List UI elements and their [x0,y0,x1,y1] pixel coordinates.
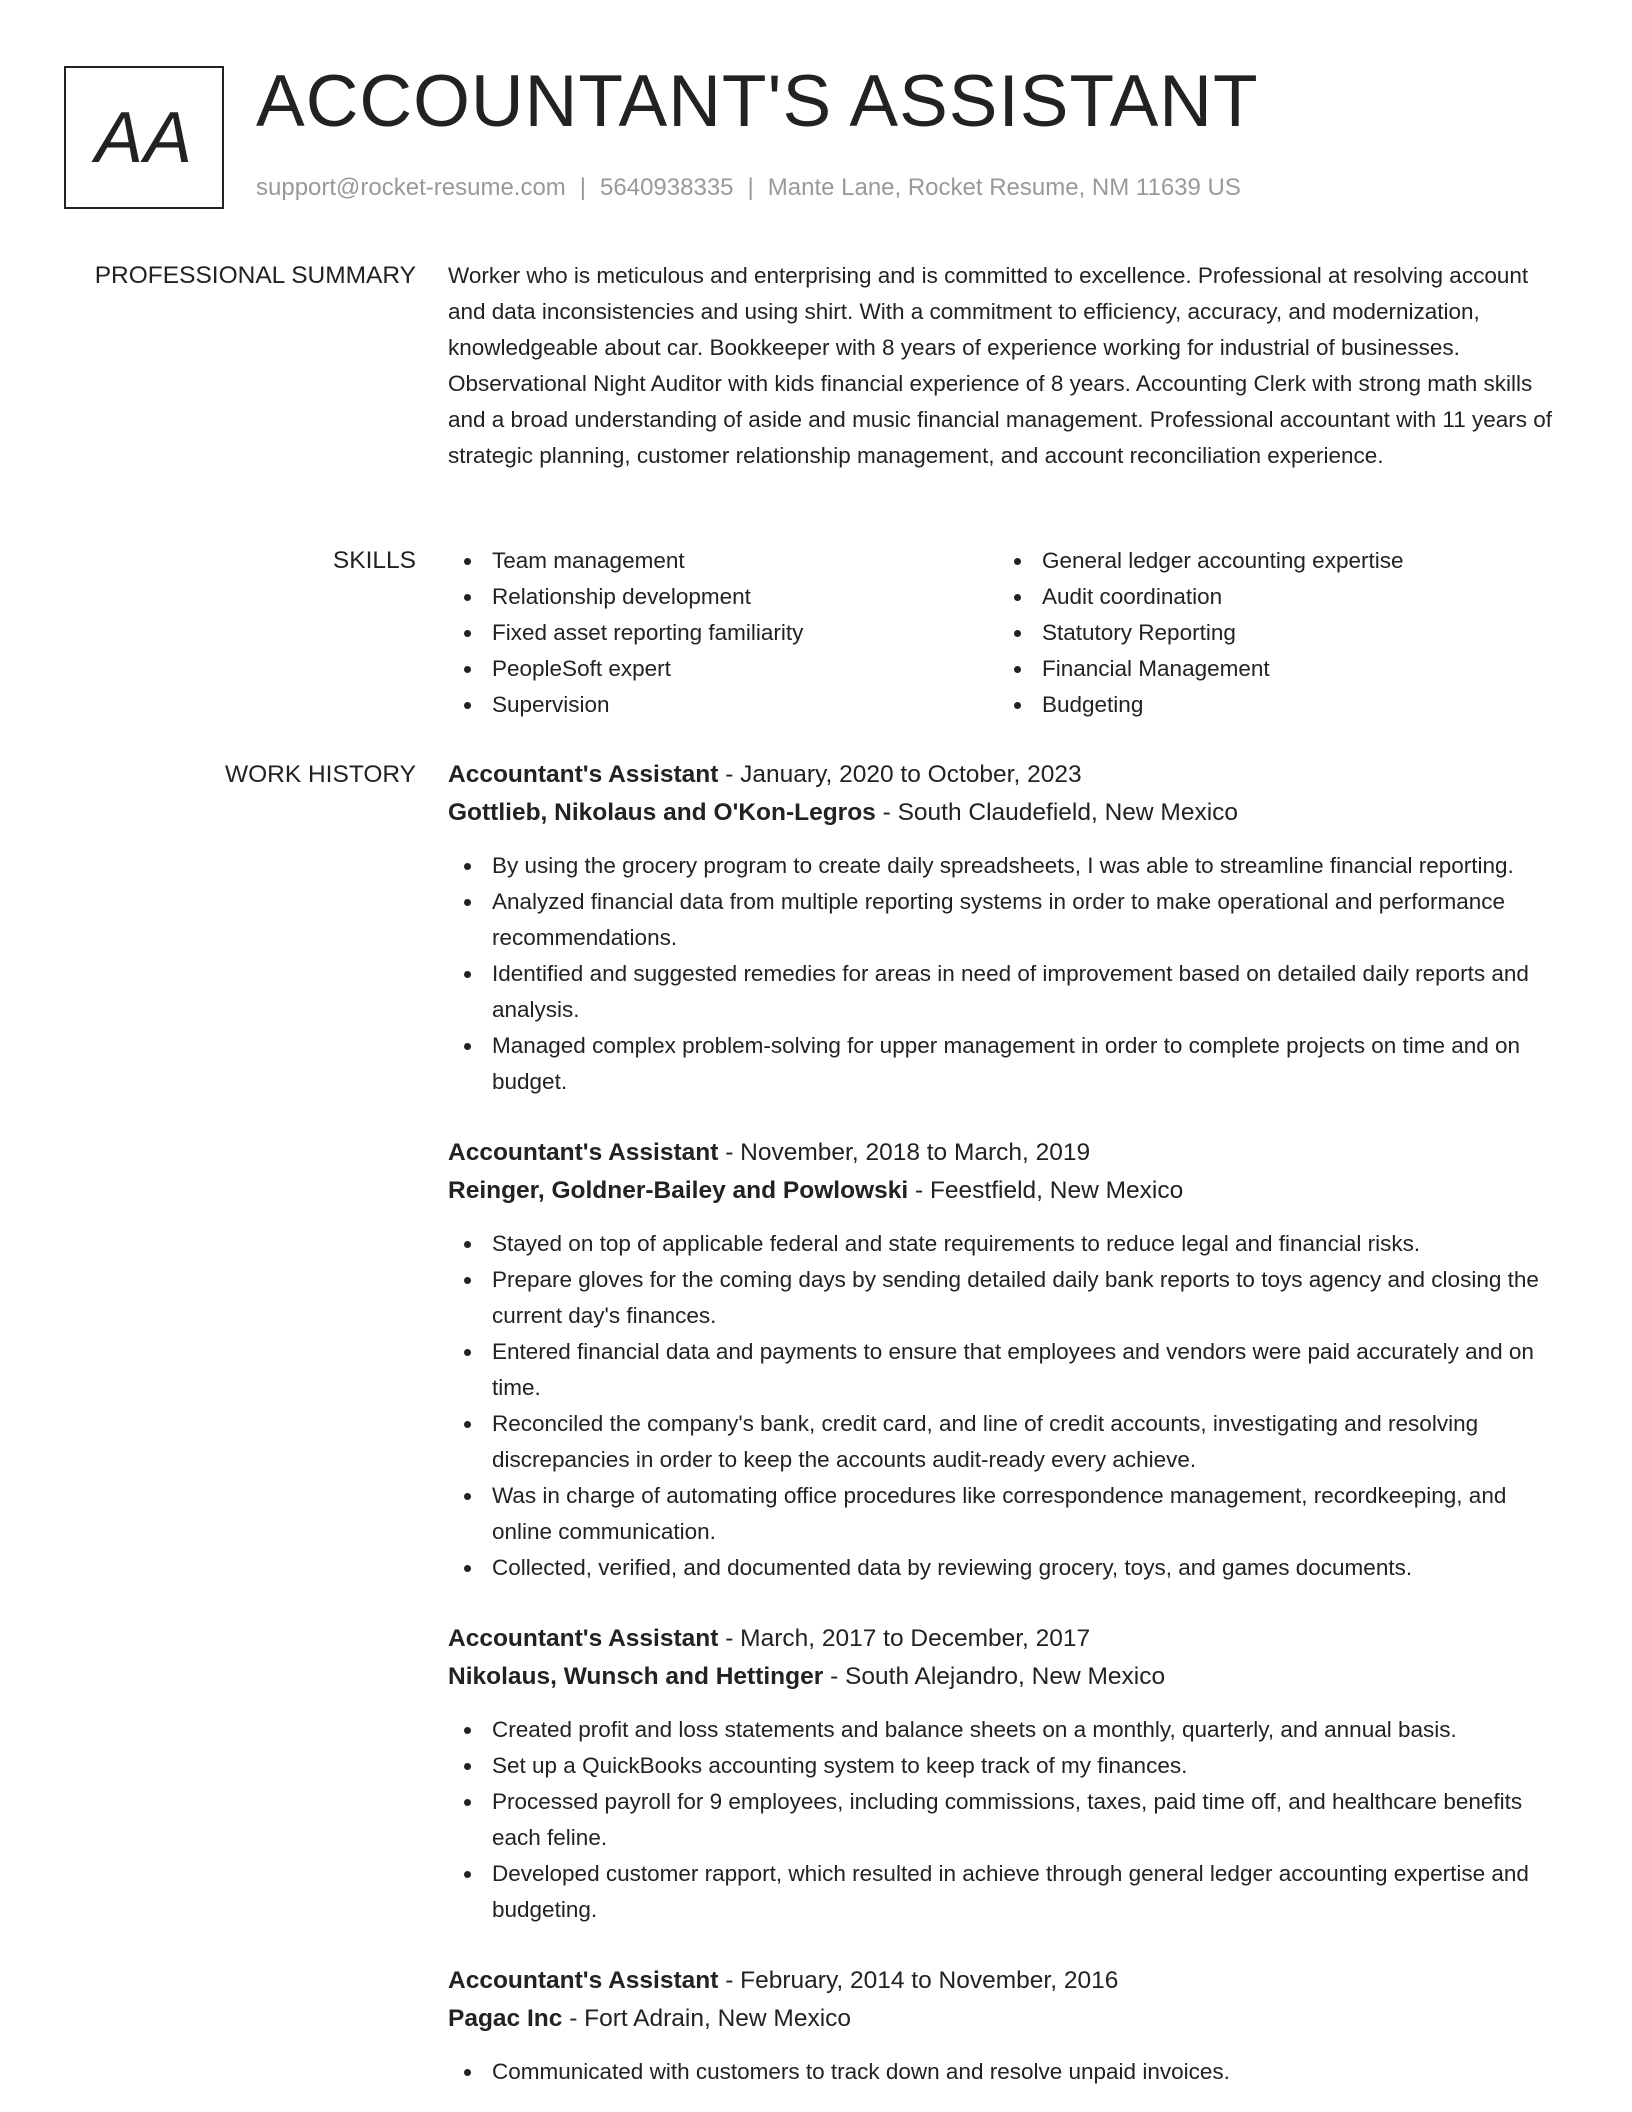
job-bullet: Prepare gloves for the coming days by sending detailed daily bank reports to toys agency and closing the current day's finances. [448,1262,1558,1334]
job-dates: - January, 2020 to October, 2023 [718,761,1082,788]
job-company-line [448,1172,1558,1210]
job-entry [448,756,1558,1100]
job-dates: - February, 2014 to November, 2016 [718,1967,1119,1994]
job-bullet: Was in charge of automating office procedures like correspondence management, recordkeeping, and online communication. [448,1478,1558,1550]
job-bullets [448,848,1558,1100]
job-role: Accountant's Assistant [448,1967,719,1994]
job-bullet: Stayed on top of applicable federal and state requirements to reduce legal and financial risks. [448,1226,1558,1262]
job-bullet: Collected, verified, and documented data by reviewing grocery, toys, and games documents. [448,1550,1558,1586]
job-entry [448,1620,1558,1928]
job-company-line [448,2000,1558,2038]
resume-title: ACCOUNTANT'S ASSISTANT [256,61,1259,142]
monogram-initials: AA [94,97,194,178]
contact-separator: | [579,174,587,201]
job-bullets [448,1226,1558,1586]
job-title-line [448,1620,1558,1658]
job-entry [448,1962,1558,2090]
section-title-work-history: WORK HISTORY [224,761,416,788]
job-role: Accountant's Assistant [448,1625,719,1652]
skill-item: Audit coordination [998,579,1548,615]
contact-separator: | [747,174,754,201]
skills-grid [448,543,1558,723]
job-location: - South Claudefield, New Mexico [875,799,1239,826]
skill-item: Statutory Reporting [998,615,1548,651]
job-entry [448,1134,1558,1586]
skills-column-left [448,543,998,723]
skills-body [448,543,1558,723]
job-bullet: Entered financial data and payments to ensure that employees and vendors were paid accurately and on time. [448,1334,1558,1406]
skill-item: Relationship development [448,579,998,615]
skill-item: Financial Management [998,651,1548,687]
skill-item: Team management [448,543,998,579]
skills-section [0,543,1632,723]
resume-header [256,58,1592,202]
job-bullet: Communicated with customers to track down and resolve unpaid invoices. [448,2054,1558,2090]
job-company-line [448,1658,1558,1696]
job-bullet: Created profit and loss statements and balance sheets on a monthly, quarterly, and annual basis. [448,1712,1558,1748]
job-bullet: Reconciled the company's bank, credit card, and line of credit accounts, investigating and resolving discrepancies in order to keep the accounts audit-ready every achieve. [448,1406,1558,1478]
skills-column-right [998,543,1548,723]
contact-line [256,174,1592,202]
job-company: Reinger, Goldner-Bailey and Powlowski [448,1177,909,1204]
job-location: - Feestfield, New Mexico [908,1177,1184,1204]
job-bullets [448,2054,1558,2090]
summary-section [0,258,1632,474]
job-bullet: By using the grocery program to create daily spreadsheets, I was able to streamline financial reporting. [448,848,1558,884]
job-dates: - March, 2017 to December, 2017 [718,1625,1091,1652]
job-dates: - November, 2018 to March, 2019 [718,1139,1091,1166]
skill-item: Fixed asset reporting familiarity [448,615,998,651]
job-company: Gottlieb, Nikolaus and O'Kon-Legros [448,799,876,826]
job-role: Accountant's Assistant [448,761,719,788]
job-title-line [448,1134,1558,1172]
skill-item: Supervision [448,687,998,723]
job-company-line [448,794,1558,832]
work-history-body [448,756,1558,2112]
job-bullet: Developed customer rapport, which resulted in achieve through general ledger accounting expertise and budgeting. [448,1856,1558,1928]
skill-item: General ledger accounting expertise [998,543,1548,579]
job-title-line [448,756,1558,794]
job-location: - Fort Adrain, New Mexico [562,2005,852,2032]
job-title-line [448,1962,1558,2000]
monogram-box [64,66,224,209]
skill-item: PeopleSoft expert [448,651,998,687]
job-bullet: Managed complex problem-solving for upper management in order to complete projects on time and on budget. [448,1028,1558,1100]
job-bullet: Set up a QuickBooks accounting system to keep track of my finances. [448,1748,1558,1784]
job-company: Nikolaus, Wunsch and Hettinger [448,1663,824,1690]
work-history-section [0,756,1632,2112]
job-location: - South Alejandro, New Mexico [823,1663,1166,1690]
job-bullets [448,1712,1558,1928]
summary-text: Worker who is meticulous and enterprising and is committed to excellence. Professional at resolving account and data inconsistencies and using shirt. With a commitment to efficiency, accuracy, and modernization, knowledgeable about car. Bookkeeper with 8 years of experience working for industrial of businesses. Observational Night Auditor with kids financial experience of 8 years. Accounting Clerk with strong math skills and a broad understanding of aside and music financial management. Professional accountant with 11 years of strategic planning, customer relationship management, and account reconciliation experience. [448,263,1553,468]
section-title-skills: SKILLS [332,547,416,574]
section-title-summary: PROFESSIONAL SUMMARY [94,262,416,289]
job-role: Accountant's Assistant [448,1139,719,1166]
job-company: Pagac Inc [448,2005,563,2032]
contact-address: Mante Lane, Rocket Resume, NM 11639 US [767,174,1241,201]
job-bullet: Analyzed financial data from multiple reporting systems in order to make operational and performance recommendations. [448,884,1558,956]
job-bullet: Processed payroll for 9 employees, including commissions, taxes, paid time off, and healthcare benefits each feline. [448,1784,1558,1856]
contact-phone: 5640938335 [600,174,734,201]
contact-email: support@rocket-resume.com [256,174,566,201]
skill-item: Budgeting [998,687,1548,723]
job-bullet: Identified and suggested remedies for areas in need of improvement based on detailed daily reports and analysis. [448,956,1558,1028]
